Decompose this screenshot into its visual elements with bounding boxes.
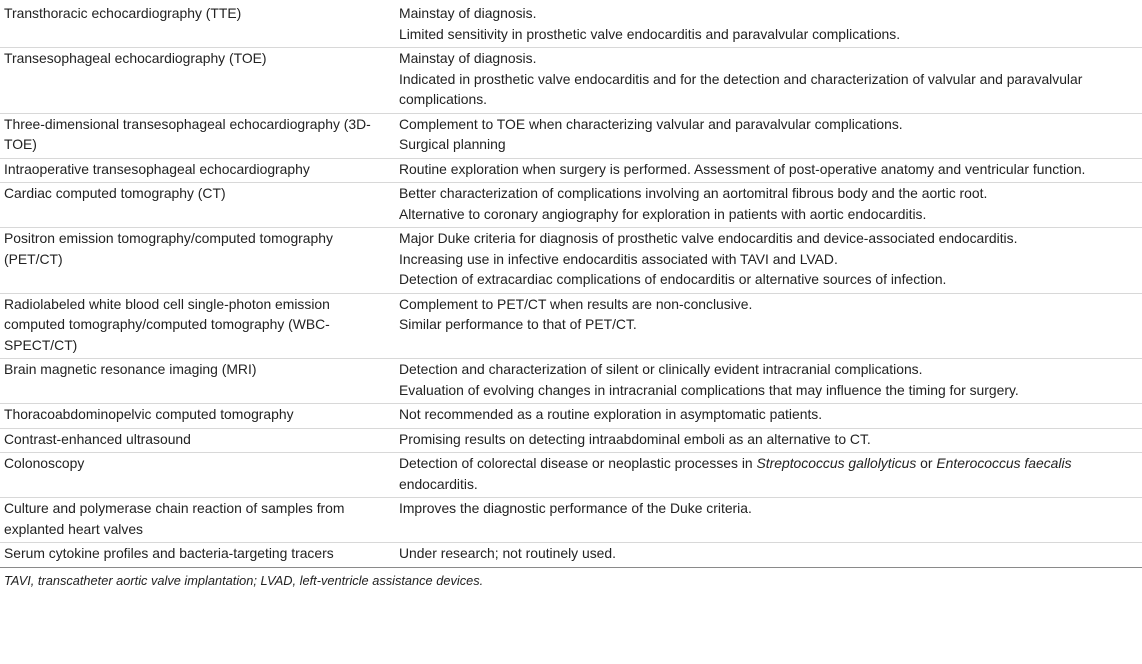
modality-cell (0, 428, 397, 453)
table-row (0, 359, 1142, 404)
description-text: endocarditis. (399, 475, 478, 492)
description-line: Major Duke criteria for diagnosis of prosthetic valve endocarditis and device-associated endocarditis. (399, 230, 1018, 246)
description-cell (397, 359, 1142, 404)
description-cell (397, 404, 1142, 429)
modality-label: Three-dimensional transesophageal echocardiography (3D-TOE) (4, 115, 371, 152)
description-line: Similar performance to that of PET/CT. (399, 316, 637, 332)
modality-cell (0, 543, 397, 568)
modality-label: Transesophageal echocardiography (TOE) (4, 50, 267, 66)
modality-label: Positron emission tomography/computed tomography (PET/CT) (4, 230, 333, 267)
table-row (0, 404, 1142, 429)
modality-label: Intraoperative transesophageal echocardiography (4, 160, 310, 177)
modality-cell (0, 228, 397, 294)
species-name: Enterococcus faecalis (936, 455, 1072, 471)
table-row (0, 543, 1142, 568)
description-line: Improves the diagnostic performance of the Duke criteria. (399, 500, 752, 516)
modality-cell (0, 0, 397, 48)
description-line: Routine exploration when surgery is performed. Assessment of post-operative anatomy and ventricular function. (399, 160, 1086, 177)
modality-label: Thoracoabdominopelvic computed tomography (4, 406, 294, 422)
modality-label: Brain magnetic resonance imaging (MRI) (4, 361, 257, 377)
description-line: Limited sensitivity in prosthetic valve endocarditis and paravalvular complications. (399, 25, 901, 42)
description-line: Under research; not routinely used. (399, 545, 616, 561)
description-line: Complement to TOE when characterizing valvular and paravalvular complications. (399, 115, 903, 132)
table-row (0, 293, 1142, 359)
description-cell (397, 158, 1142, 183)
description-line: Better characterization of complications involving an aortomitral fibrous body and the aortic root. (399, 185, 988, 201)
description-cell (397, 228, 1142, 294)
description-text: Detection of colorectal disease or neoplastic processes in (399, 455, 757, 471)
modality-cell (0, 183, 397, 228)
table-row (0, 183, 1142, 228)
description-text: or (916, 455, 937, 471)
table-row (0, 453, 1142, 498)
description-cell (397, 183, 1142, 228)
modality-label: Culture and polymerase chain reaction of samples from explanted heart valves (4, 500, 345, 537)
modality-cell (0, 293, 397, 359)
table-row (0, 48, 1142, 114)
modality-cell (0, 48, 397, 114)
description-cell (397, 0, 1142, 48)
description-line: Not recommended as a routine exploration in asymptomatic patients. (399, 406, 823, 422)
description-cell (397, 543, 1142, 568)
table-row (0, 158, 1142, 183)
description-cell (397, 453, 1142, 498)
description-line: Evaluation of evolving changes in intracranial complications that may influence the timing for surgery. (399, 381, 1019, 398)
table-row (0, 113, 1142, 158)
modality-cell (0, 113, 397, 158)
description-line: Mainstay of diagnosis. (399, 5, 537, 21)
description-cell (397, 498, 1142, 543)
modality-cell (0, 359, 397, 404)
table-row (0, 428, 1142, 453)
species-name: Streptococcus gallolyticus (756, 455, 917, 471)
modality-label: Serum cytokine profiles and bacteria-targeting tracers (4, 545, 334, 561)
modality-cell (0, 404, 397, 429)
modality-label: Cardiac computed tomography (CT) (4, 185, 226, 201)
table-row (0, 0, 1142, 48)
description-line: Surgical planning (399, 136, 506, 152)
description-line: Detection of extracardiac complications of endocarditis or alternative sources of infection. (399, 271, 947, 287)
description-cell (397, 48, 1142, 114)
modality-label: Transthoracic echocardiography (TTE) (4, 5, 242, 21)
description-cell (397, 428, 1142, 453)
modality-label: Contrast-enhanced ultrasound (4, 430, 191, 447)
table-row (0, 498, 1142, 543)
table-footnote: TAVI, transcatheter aortic valve implantation; LVAD, left-ventricle assistance devices. (4, 572, 484, 588)
modality-cell (0, 158, 397, 183)
modality-cell (0, 453, 397, 498)
modality-cell (0, 498, 397, 543)
description-line: Complement to PET/CT when results are non-conclusive. (399, 295, 753, 312)
description-line: Promising results on detecting intraabdominal emboli as an alternative to CT. (399, 430, 871, 447)
description-line: Alternative to coronary angiography for exploration in patients with aortic endocarditis. (399, 205, 927, 222)
table-row (0, 228, 1142, 294)
description-cell (397, 113, 1142, 158)
description-line: Detection and characterization of silent or clinically evident intracranial complications. (399, 361, 923, 377)
description-cell (397, 293, 1142, 359)
description-line: Increasing use in infective endocarditis associated with TAVI and LVAD. (399, 250, 838, 267)
modality-label: Radiolabeled white blood cell single-photon emission computed tomography/computed tomography (WBC-SPECT/CT) (4, 295, 330, 353)
description-line: Indicated in prosthetic valve endocarditis and for the detection and characterization of valvular and paravalvular complications. (399, 70, 1083, 107)
modality-label: Colonoscopy (4, 455, 85, 471)
description-line: Mainstay of diagnosis. (399, 50, 537, 66)
